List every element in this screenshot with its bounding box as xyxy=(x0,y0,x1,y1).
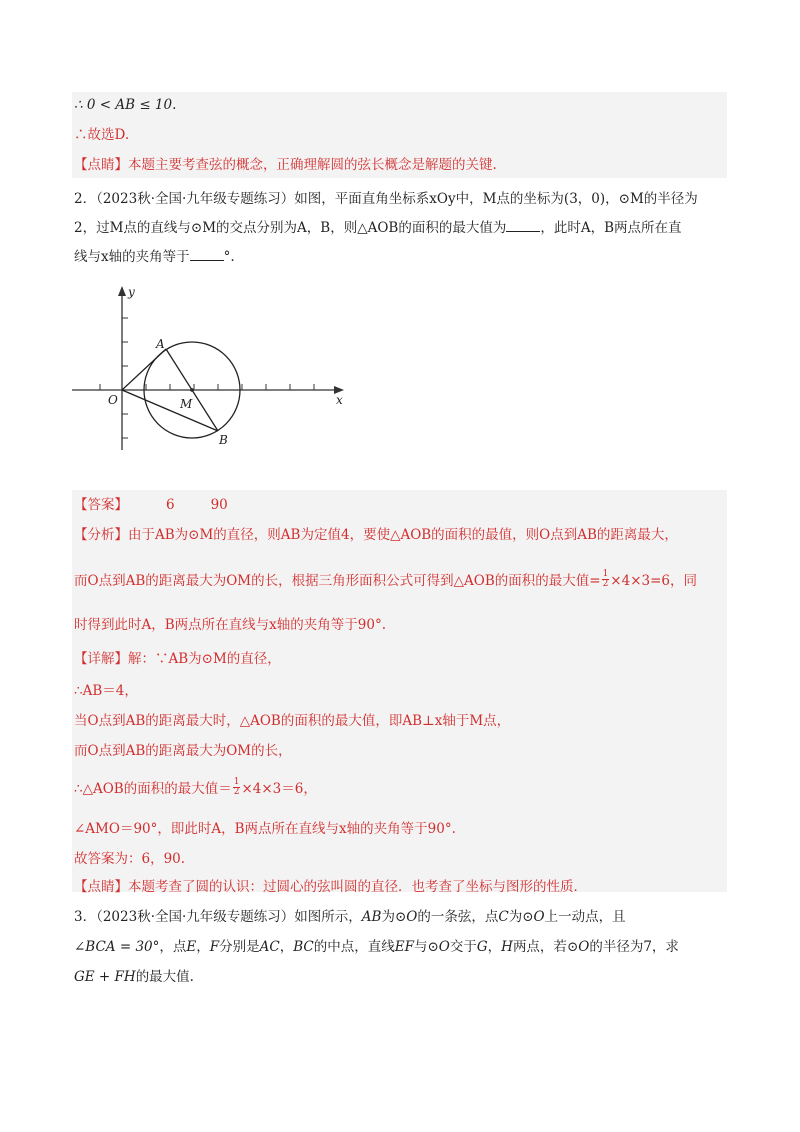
q2-source: （2023秋·全国·九年级专题练习） xyxy=(96,191,295,207)
analysis-fraction xyxy=(602,570,610,589)
detail-text5b: ×4×3＝6， xyxy=(241,781,317,797)
q3-t7: ， xyxy=(196,939,210,955)
q3-t14: 两点，若 xyxy=(512,939,567,955)
q3-ac: AC xyxy=(259,939,280,955)
q2-text2b: ，此时A，B两点所在直 xyxy=(540,220,682,236)
q3-t1: 如图所示， xyxy=(294,909,362,925)
detail-text5a: ∴△AOB的面积的最大值＝ xyxy=(74,781,232,797)
q1-line1 xyxy=(74,94,176,116)
point-m xyxy=(190,388,194,392)
q1-line1-end: . xyxy=(172,97,177,113)
detail-text1: 解：∵AB为⊙M的直径， xyxy=(128,651,281,667)
q3-t2: 为 xyxy=(381,909,395,925)
q3-t8: 分别是 xyxy=(219,939,260,955)
analysis-frac-den: 2 xyxy=(602,579,609,589)
detail-line6: ∠AMO＝90°，即此时A，B两点所在直线与x轴的夹角等于90°. xyxy=(74,821,456,837)
answer-value-1: 6 xyxy=(166,497,175,513)
detail-frac-den: 2 xyxy=(233,787,240,797)
label-b: B xyxy=(219,433,228,447)
detail-line2: ∴AB＝4， xyxy=(74,683,138,699)
q3-bc: BC xyxy=(293,939,314,955)
q2-figure xyxy=(66,282,356,452)
label-x: x xyxy=(336,393,343,407)
q3-angle: ∠BCA = 30° xyxy=(74,939,160,955)
q2-dianjing-text: 本题考查了圆的认识：过圆心的弦叫圆的直径．也考查了坐标与图形的性质． xyxy=(128,879,587,895)
q3-circle-o-2: ⊙O xyxy=(522,909,545,925)
q3-t6: ，点 xyxy=(159,939,187,955)
q3-number: 3． xyxy=(74,909,97,925)
q3-t15: 的半径为7，求 xyxy=(589,939,679,955)
answer-tag: 【答案】 xyxy=(74,497,128,513)
q3-t4: 为 xyxy=(508,909,523,925)
q3-g: G xyxy=(476,939,488,955)
q3-t10: 的中点，直线 xyxy=(313,939,395,955)
q2-blank2 xyxy=(190,246,224,261)
q1-dianjing-text: 本题主要考查弦的概念，正确理解圆的弦长概念是解题的关键. xyxy=(128,157,497,173)
answer-line xyxy=(74,494,228,516)
label-a: A xyxy=(156,337,165,351)
q3-source: （2023秋·全国·九年级专题练习） xyxy=(96,909,295,925)
analysis-line2 xyxy=(74,570,697,592)
analysis-text2a: 而O点到AB的距离最大为OM的长，根据三角形面积公式可得到△AOB的面积的最大值= xyxy=(74,573,601,589)
q1-dianjing xyxy=(74,154,497,176)
q1-line2: ∴故选D. xyxy=(74,127,130,143)
detail-line1 xyxy=(74,648,281,670)
q3-t12: 交于 xyxy=(449,939,477,955)
detail-line7: 故答案为：6，90. xyxy=(74,851,186,867)
q3-ef: EF xyxy=(394,939,414,955)
analysis-text2b: ×4×3=6，同 xyxy=(610,573,697,589)
detail-tag: 【详解】 xyxy=(74,651,128,667)
analysis-tag: 【分析】 xyxy=(74,527,128,543)
q3-t13: ， xyxy=(487,939,502,955)
detail-line4: 而O点到AB的距离最大为OM的长， xyxy=(74,743,292,759)
q3-line2 xyxy=(74,936,679,958)
q1-inequality: ∴ 0 < AB ≤ 10 xyxy=(74,97,173,113)
q2-dianjing-tag: 【点睛】 xyxy=(74,879,128,895)
analysis-frac-num: 1 xyxy=(602,569,609,579)
detail-line5 xyxy=(74,778,317,800)
label-o: O xyxy=(108,393,118,407)
q1-dianjing-tag: 【点睛】 xyxy=(74,157,128,173)
q3-circle-o-4: ⊙O xyxy=(566,939,590,955)
analysis-line1 xyxy=(74,524,678,546)
q2-text1: 如图，平面直角坐标系xOy中，M点的坐标为(3，0)，⊙M的半径为 xyxy=(294,191,698,207)
y-axis-arrow xyxy=(118,286,126,296)
q2-text3a: 线与x轴的夹角等于 xyxy=(74,249,190,265)
x-ticks xyxy=(100,384,314,390)
q3-h: H xyxy=(501,939,513,955)
q3-circle-o-3: ⊙O xyxy=(427,939,450,955)
q2-number: 2． xyxy=(74,191,97,207)
q3-line1 xyxy=(74,906,626,928)
q3-ge-fh: GE + FH xyxy=(74,969,136,985)
q3-t11: 与 xyxy=(413,939,428,955)
q3-circle-o-1: ⊙O xyxy=(394,909,418,925)
detail-fraction xyxy=(233,778,241,797)
q3-t3: 的一条弦，点 xyxy=(417,909,499,925)
analysis-text1: 由于AB为⊙M的直径，则AB为定值4，要使△AOB的面积的最值，则O点到AB的距离最大， xyxy=(128,527,678,543)
detail-frac-num: 1 xyxy=(233,777,240,787)
q3-c: C xyxy=(498,909,509,925)
y-ticks xyxy=(122,318,128,438)
q3-t9: ， xyxy=(279,939,294,955)
analysis-line3: 时得到此时A，B两点所在直线与x轴的夹角等于90°. xyxy=(74,617,387,633)
q2-dianjing xyxy=(74,876,587,898)
segment-ob xyxy=(122,390,218,431)
q3-line3 xyxy=(74,966,194,988)
q3-ab: AB xyxy=(361,909,382,925)
label-y: y xyxy=(128,285,135,299)
answer-value-2: 90 xyxy=(210,497,228,513)
q2-line1 xyxy=(74,188,698,210)
q3-e: E xyxy=(186,939,197,955)
q2-line2 xyxy=(74,217,682,239)
q3-f: F xyxy=(209,939,220,955)
q3-t5: 上一动点，且 xyxy=(544,909,626,925)
q2-text3b: °. xyxy=(223,249,235,265)
q2-blank1 xyxy=(506,217,540,232)
q2-line3 xyxy=(74,246,235,268)
q2-text2a: 2，过M点的直线与⊙M的交点分别为A，B，则△AOB的面积的最大值为 xyxy=(74,220,507,236)
label-m: M xyxy=(180,397,193,411)
detail-line3: 当O点到AB的距离最大时，△AOB的面积的最大值，即AB⊥x轴于M点， xyxy=(74,713,511,729)
q3-t16: 的最大值. xyxy=(135,969,194,985)
